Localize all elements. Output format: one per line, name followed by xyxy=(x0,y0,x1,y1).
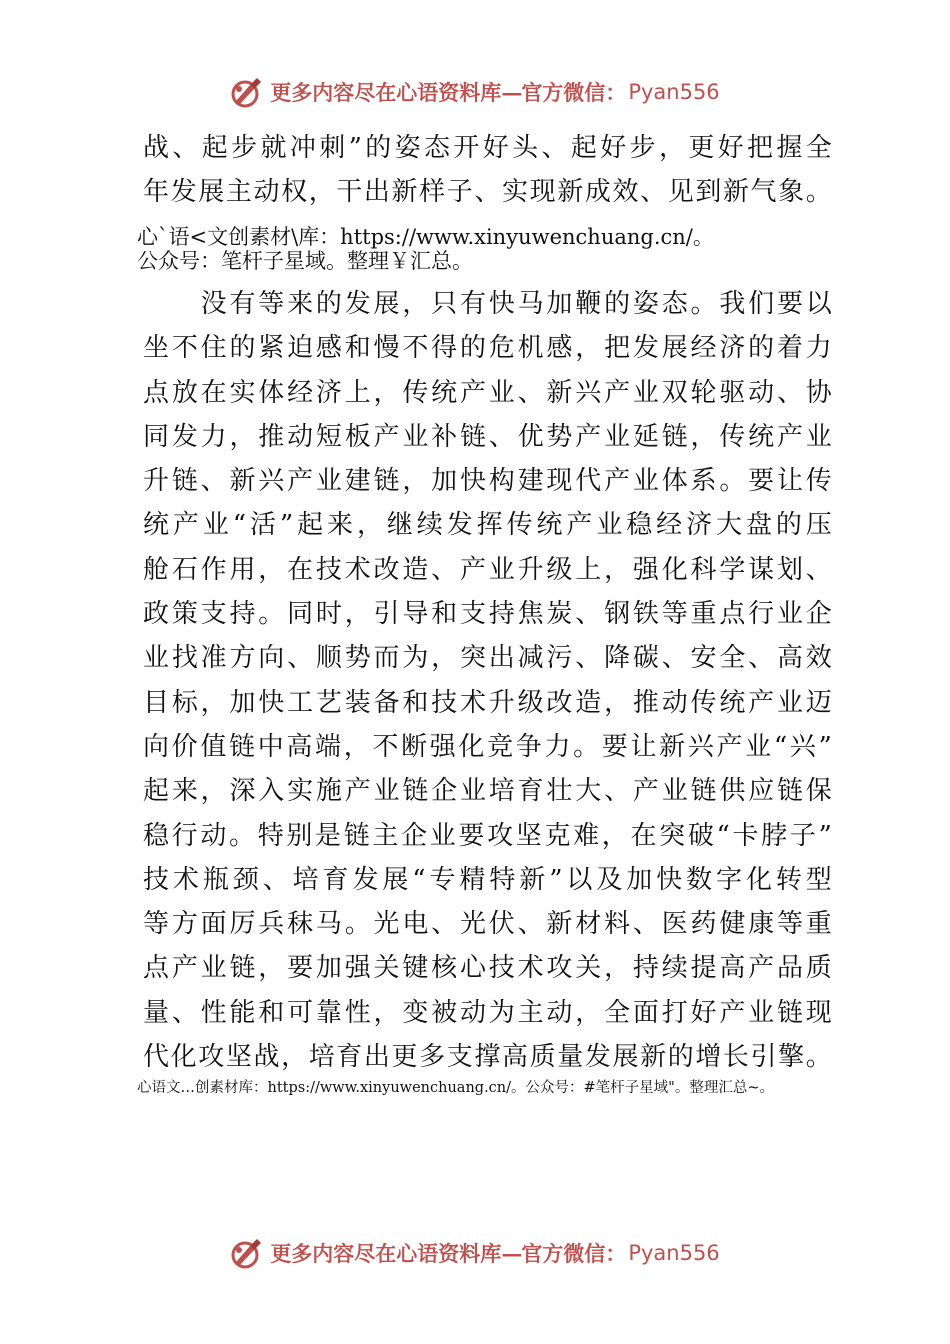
text-line: 坐不住的紧迫感和慢不得的危机感，把发展经济的着力 xyxy=(143,333,833,364)
text-line: 业找准方向、顺势而为，突出减污、降碳、安全、高效 xyxy=(143,643,833,674)
text-line: 统产业“活”起来，继续发挥传统产业稳经济大盘的压 xyxy=(143,510,833,541)
text-line: 点放在实体经济上，传统产业、新兴产业双轮驱动、协 xyxy=(143,377,833,408)
banner-title-text: 更多内容尽在心语资料库 xyxy=(270,1241,502,1266)
footer-watermark-banner xyxy=(0,1231,950,1275)
banner-dash: — xyxy=(501,1241,522,1266)
text-line: 舱石作用，在技术改造、产业升级上，强化科学谋划、 xyxy=(143,554,833,585)
text-line: 没有等来的发展，只有快马加鞭的姿态。我们要以 xyxy=(143,289,833,319)
text-line: 起来，深入实施产业链企业培育壮大、产业链供应链保 xyxy=(143,776,833,807)
text-line: 代化攻坚战，培育出更多支撑高质量发展新的增长引擎。 xyxy=(143,1042,833,1073)
banner-official-label: 官方微信： xyxy=(521,1241,627,1266)
source-note-1: 心`语<文创素材\库：https://www.xinyuwenchuang.cn/。 xyxy=(137,225,714,249)
text-line: 战、起步就冲刺”的姿态开好头、起好步，更好把握全 xyxy=(143,133,833,163)
paragraph-1 xyxy=(143,126,833,215)
paragraph-2 xyxy=(143,282,833,1079)
banner-wechat-id: Pyan556 xyxy=(628,1241,720,1265)
banner-wechat-id: Pyan556 xyxy=(628,80,720,104)
text-line: 量、性能和可靠性，变被动为主动，全面打好产业链现 xyxy=(143,997,833,1028)
text-line: 稳行动。特别是链主企业要攻坚克难，在突破“卡脖子” xyxy=(143,820,833,851)
source-note-3: 心语文…创素材库：https://www.xinyuwenchuang.cn/。公众号：#笔杆子星域"。整理汇总~。 xyxy=(137,1080,774,1096)
text-line: 政策支持。同时，引导和支持焦炭、钢铁等重点行业企 xyxy=(143,599,833,630)
brush-pen-logo-icon xyxy=(230,1236,264,1270)
source-note-2: 公众号：笔杆子星域。整理￥汇总。 xyxy=(137,249,473,273)
banner-title xyxy=(270,1238,626,1268)
text-line: 升链、新兴产业建链，加快构建现代产业体系。要让传 xyxy=(143,466,833,497)
text-line: 等方面厉兵秣马。光电、光伏、新材料、医药健康等重 xyxy=(143,909,833,940)
text-line: 技术瓶颈、培育发展“专精特新”以及加快数字化转型 xyxy=(143,864,833,895)
brush-pen-logo-icon xyxy=(230,75,264,109)
text-line: 向价值链中高端，不断强化竞争力。要让新兴产业“兴” xyxy=(143,731,833,762)
text-line: 年发展主动权，干出新样子、实现新成效、见到新气象。 xyxy=(143,177,833,208)
text-line: 目标，加快工艺装备和技术升级改造，推动传统产业迈 xyxy=(143,687,833,718)
banner-dash: — xyxy=(501,80,522,105)
banner-title xyxy=(270,77,626,107)
banner-title-text: 更多内容尽在心语资料库 xyxy=(270,80,502,105)
text-line: 点产业链，要加强关键核心技术攻关，持续提高产品质 xyxy=(143,953,833,984)
banner-official-label: 官方微信： xyxy=(521,80,627,105)
header-watermark-banner xyxy=(0,70,950,114)
text-line: 同发力，推动短板产业补链、优势产业延链，传统产业 xyxy=(143,421,833,452)
